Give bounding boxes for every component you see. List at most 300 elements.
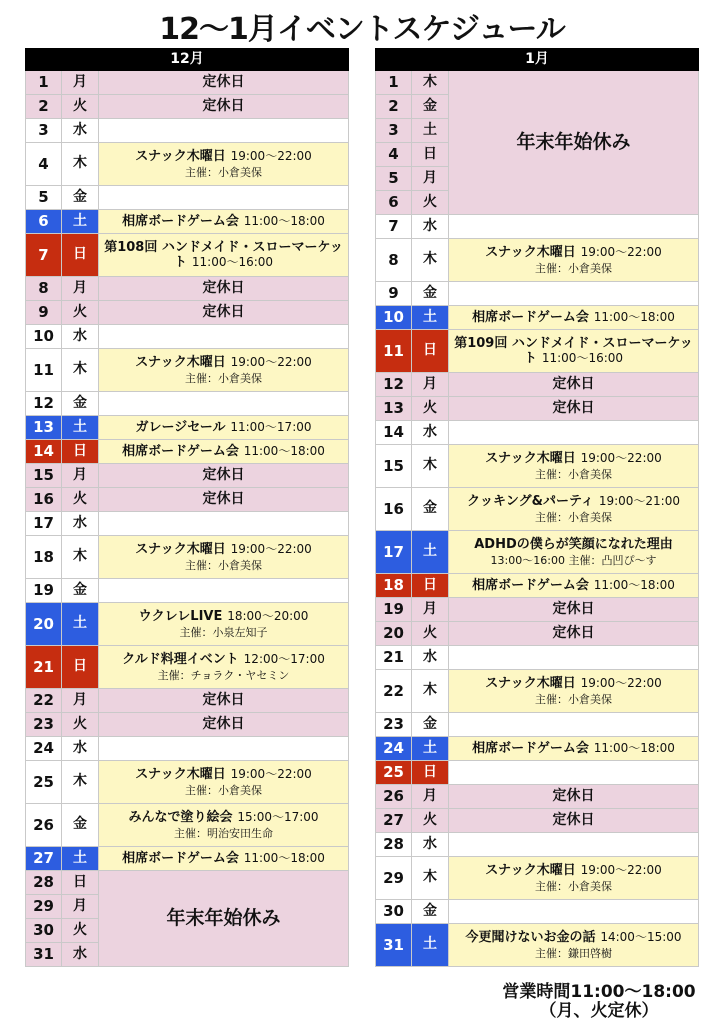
weekday-cell: 日 [412, 761, 449, 785]
event-time: 11:00〜18:00 [243, 443, 325, 458]
schedule-row [376, 373, 699, 397]
closed-day-cell [449, 809, 699, 833]
event-cell [449, 670, 699, 713]
date-cell: 25 [26, 761, 62, 804]
schedule-row [376, 924, 699, 967]
schedule-row [26, 186, 349, 210]
weekday-cell: 日 [62, 871, 99, 895]
weekday-cell: 月 [412, 373, 449, 397]
schedule-row [376, 761, 699, 785]
weekday-cell: 金 [412, 713, 449, 737]
weekday-cell: 水 [62, 737, 99, 761]
business-hours [484, 983, 714, 1021]
closed-label: 定休日 [552, 399, 595, 416]
empty-cell [449, 282, 699, 306]
date-cell: 5 [376, 167, 412, 191]
event-host: 主催：小倉美保 [185, 372, 263, 386]
date-cell: 12 [26, 392, 62, 416]
closed-day-cell [449, 785, 699, 809]
event-title: 相席ボードゲーム会 [472, 577, 589, 593]
event-title: 相席ボードゲーム会 [472, 740, 589, 756]
closed-day-cell [99, 277, 349, 301]
holiday-cell [99, 871, 349, 967]
schedule-row [376, 306, 699, 330]
event-time: 19:00〜22:00 [580, 244, 662, 259]
event-host: 主催：チョラク・ヤセミン [157, 669, 290, 683]
date-cell: 30 [26, 919, 62, 943]
weekday-cell: 月 [412, 785, 449, 809]
empty-cell [99, 119, 349, 143]
closed-day-cell [99, 95, 349, 119]
date-cell: 8 [26, 277, 62, 301]
event-title: 相席ボードゲーム会 [122, 443, 239, 459]
date-cell: 6 [376, 191, 412, 215]
closed-day-cell [99, 713, 349, 737]
event-time: 18:00〜20:00 [227, 608, 309, 623]
event-cell [449, 306, 699, 330]
weekday-cell: 木 [62, 761, 99, 804]
date-cell: 18 [376, 574, 412, 598]
december-schedule-table [25, 48, 349, 967]
event-time: 19:00〜22:00 [580, 675, 662, 690]
closed-label: 定休日 [202, 97, 245, 114]
weekday-cell: 月 [62, 464, 99, 488]
schedule-row [26, 325, 349, 349]
date-cell: 2 [376, 95, 412, 119]
event-title: クルド料理イベント [122, 651, 239, 667]
schedule-row [26, 349, 349, 392]
weekday-cell: 金 [62, 804, 99, 847]
weekday-cell: 火 [62, 919, 99, 943]
closed-label: 定休日 [552, 375, 595, 392]
closed-label: 定休日 [202, 490, 245, 507]
weekday-cell: 金 [62, 186, 99, 210]
event-title: ガレージセール [135, 419, 226, 435]
weekday-cell: 火 [412, 622, 449, 646]
weekday-cell: 月 [62, 71, 99, 95]
date-cell: 9 [26, 301, 62, 325]
event-title: ウクレレLIVE [138, 608, 223, 624]
date-cell: 20 [26, 603, 62, 646]
event-cell [449, 531, 699, 574]
date-cell: 18 [26, 536, 62, 579]
weekday-cell: 水 [62, 943, 99, 967]
event-cell [99, 416, 349, 440]
closed-label: 定休日 [202, 73, 245, 90]
weekday-cell: 木 [62, 536, 99, 579]
date-cell: 16 [26, 488, 62, 512]
schedule-row [376, 809, 699, 833]
date-cell: 29 [26, 895, 62, 919]
event-time: 14:00〜15:00 [600, 929, 682, 944]
schedule-row [26, 871, 349, 895]
event-time: 19:00〜22:00 [580, 862, 662, 877]
weekday-cell: 金 [62, 392, 99, 416]
event-cell [99, 143, 349, 186]
empty-cell [449, 761, 699, 785]
schedule-row [26, 210, 349, 234]
event-title: スナック木曜日 [135, 541, 226, 557]
event-time: 11:00〜18:00 [593, 740, 675, 755]
weekday-cell: 木 [412, 71, 449, 95]
weekday-cell: 月 [62, 277, 99, 301]
weekday-cell: 木 [62, 349, 99, 392]
event-time: 11:00〜18:00 [243, 850, 325, 865]
date-cell: 19 [26, 579, 62, 603]
date-cell: 26 [26, 804, 62, 847]
event-cell [449, 239, 699, 282]
schedule-row [26, 646, 349, 689]
holiday-cell [449, 71, 699, 215]
date-cell: 14 [26, 440, 62, 464]
weekday-cell: 火 [412, 809, 449, 833]
event-time: 19:00〜21:00 [598, 493, 680, 508]
event-title: 第108回 ハンドメイド・スローマーケット [104, 239, 343, 270]
schedule-row [376, 397, 699, 421]
weekday-cell: 火 [62, 301, 99, 325]
weekday-cell: 日 [62, 440, 99, 464]
event-title: クッキング&パーティ [467, 493, 594, 509]
event-host: 主催：小倉美保 [185, 559, 263, 573]
event-time: 19:00〜22:00 [230, 766, 312, 781]
schedule-row [376, 646, 699, 670]
event-title: 今更聞けないお金の話 [465, 929, 596, 945]
empty-cell [449, 833, 699, 857]
event-title: スナック木曜日 [135, 148, 226, 164]
date-cell: 10 [26, 325, 62, 349]
schedule-row [376, 531, 699, 574]
schedule-row [376, 488, 699, 531]
event-title: ADHDの僕らが笑顔になれた理由 [474, 536, 673, 552]
date-cell: 22 [376, 670, 412, 713]
date-cell: 13 [26, 416, 62, 440]
closed-day-cell [99, 488, 349, 512]
weekday-cell: 金 [412, 282, 449, 306]
date-cell: 22 [26, 689, 62, 713]
closed-label: 定休日 [552, 600, 595, 617]
empty-cell [449, 215, 699, 239]
event-title: スナック木曜日 [135, 354, 226, 370]
event-cell [99, 234, 349, 277]
event-host: 主催：小倉美保 [185, 166, 263, 180]
closed-label: 定休日 [552, 811, 595, 828]
weekday-cell: 水 [62, 119, 99, 143]
weekday-cell: 火 [412, 191, 449, 215]
schedule-row [26, 440, 349, 464]
holiday-label: 年末年始休み [166, 907, 281, 930]
date-cell: 30 [376, 900, 412, 924]
event-host: 主催：小倉美保 [535, 468, 612, 482]
event-title: 相席ボードゲーム会 [122, 213, 239, 229]
schedule-row [376, 445, 699, 488]
event-host: 主催：小倉美保 [185, 784, 263, 798]
event-host: 主催：小倉美保 [535, 262, 612, 276]
date-cell: 27 [26, 847, 62, 871]
event-time: 11:00〜16:00 [191, 255, 274, 269]
weekday-cell: 水 [412, 833, 449, 857]
event-host: 主催：小泉左知子 [179, 626, 268, 640]
event-title: スナック木曜日 [485, 244, 576, 260]
weekday-cell: 土 [62, 603, 99, 646]
empty-cell [99, 186, 349, 210]
schedule-row [26, 512, 349, 536]
date-cell: 28 [26, 871, 62, 895]
schedule-row [376, 574, 699, 598]
closed-label: 定休日 [552, 787, 595, 804]
date-cell: 17 [26, 512, 62, 536]
schedule-row [376, 833, 699, 857]
closed-day-cell [99, 71, 349, 95]
schedule-row [26, 713, 349, 737]
event-time: 12:00〜17:00 [243, 651, 325, 666]
closed-label: 定休日 [202, 466, 245, 483]
event-title: スナック木曜日 [485, 675, 576, 691]
schedule-row [376, 598, 699, 622]
date-cell: 16 [376, 488, 412, 531]
event-time: 19:00〜22:00 [230, 148, 312, 163]
event-time: 19:00〜22:00 [230, 354, 312, 369]
weekday-cell: 水 [412, 646, 449, 670]
event-cell [99, 603, 349, 646]
date-cell: 7 [26, 234, 62, 277]
closed-day-cell [99, 301, 349, 325]
schedule-row [26, 737, 349, 761]
date-cell: 31 [26, 943, 62, 967]
schedule-row [26, 95, 349, 119]
date-cell: 6 [26, 210, 62, 234]
weekday-cell: 土 [62, 416, 99, 440]
event-title: スナック木曜日 [485, 450, 576, 466]
event-cell [99, 761, 349, 804]
event-cell [449, 737, 699, 761]
schedule-row [376, 421, 699, 445]
weekday-cell: 木 [412, 857, 449, 900]
weekday-cell: 水 [62, 512, 99, 536]
date-cell: 15 [376, 445, 412, 488]
weekday-cell: 水 [412, 421, 449, 445]
closed-day-cell [449, 397, 699, 421]
event-cell [99, 210, 349, 234]
event-cell [99, 349, 349, 392]
date-cell: 3 [376, 119, 412, 143]
schedule-row [376, 857, 699, 900]
date-cell: 24 [26, 737, 62, 761]
date-cell: 11 [376, 330, 412, 373]
weekday-cell: 木 [412, 445, 449, 488]
event-title: 第109回 ハンドメイド・スローマーケット [454, 335, 693, 366]
schedule-row [26, 488, 349, 512]
date-cell: 4 [376, 143, 412, 167]
date-cell: 1 [376, 71, 412, 95]
weekday-cell: 日 [412, 330, 449, 373]
date-cell: 2 [26, 95, 62, 119]
closed-day-cell [449, 373, 699, 397]
event-cell [449, 574, 699, 598]
schedule-row [26, 761, 349, 804]
event-host: 13:00〜16:00 主催：凸凹ぴ〜す [490, 554, 657, 568]
weekday-cell: 木 [412, 670, 449, 713]
schedule-row [376, 900, 699, 924]
date-cell: 20 [376, 622, 412, 646]
schedule-row [26, 804, 349, 847]
schedule-row [26, 847, 349, 871]
schedule-row [26, 301, 349, 325]
date-cell: 9 [376, 282, 412, 306]
weekday-cell: 日 [62, 234, 99, 277]
event-cell [99, 536, 349, 579]
weekday-cell: 水 [62, 325, 99, 349]
holiday-label: 年末年始休み [516, 131, 631, 154]
event-time: 19:00〜22:00 [230, 541, 312, 556]
date-cell: 21 [376, 646, 412, 670]
date-cell: 11 [26, 349, 62, 392]
event-cell [99, 440, 349, 464]
date-cell: 19 [376, 598, 412, 622]
schedule-row [26, 143, 349, 186]
event-title: 相席ボードゲーム会 [472, 309, 589, 325]
empty-cell [99, 737, 349, 761]
date-cell: 3 [26, 119, 62, 143]
event-cell [449, 488, 699, 531]
event-title: みんなで塗り絵会 [128, 809, 233, 825]
schedule-row [376, 330, 699, 373]
weekday-cell: 金 [412, 488, 449, 531]
schedule-row [376, 282, 699, 306]
date-cell: 13 [376, 397, 412, 421]
event-cell [449, 445, 699, 488]
date-cell: 17 [376, 531, 412, 574]
date-cell: 23 [376, 713, 412, 737]
date-cell: 26 [376, 785, 412, 809]
weekday-cell: 火 [412, 397, 449, 421]
event-time: 11:00〜18:00 [593, 577, 675, 592]
event-time: 11:00〜16:00 [541, 351, 624, 365]
date-cell: 1 [26, 71, 62, 95]
date-cell: 12 [376, 373, 412, 397]
schedule-row [26, 689, 349, 713]
event-time: 19:00〜22:00 [580, 450, 662, 465]
empty-cell [449, 646, 699, 670]
weekday-cell: 月 [412, 167, 449, 191]
empty-cell [99, 392, 349, 416]
closed-label: 定休日 [202, 691, 245, 708]
event-host: 主催：鎌田啓樹 [535, 947, 612, 961]
date-cell: 15 [26, 464, 62, 488]
business-hours-time: 営業時間11:00〜18:00 [502, 982, 696, 1002]
schedule-row [26, 603, 349, 646]
date-cell: 31 [376, 924, 412, 967]
weekday-cell: 土 [412, 737, 449, 761]
event-cell [449, 330, 699, 373]
date-cell: 29 [376, 857, 412, 900]
weekday-cell: 土 [62, 210, 99, 234]
schedule-row [376, 71, 699, 95]
schedule-row [26, 464, 349, 488]
weekday-cell: 土 [412, 306, 449, 330]
event-time: 15:00〜17:00 [237, 809, 319, 824]
schedule-row [376, 737, 699, 761]
weekday-cell: 土 [62, 847, 99, 871]
january-schedule-table [375, 48, 699, 967]
weekday-cell: 日 [412, 574, 449, 598]
date-cell: 28 [376, 833, 412, 857]
empty-cell [99, 579, 349, 603]
weekday-cell: 金 [412, 900, 449, 924]
event-title: スナック木曜日 [135, 766, 226, 782]
date-cell: 7 [376, 215, 412, 239]
schedule-row [26, 416, 349, 440]
event-host: 主催：小倉美保 [535, 880, 612, 894]
schedule-row [376, 622, 699, 646]
schedule-row [26, 71, 349, 95]
event-cell [99, 847, 349, 871]
closed-day-cell [449, 598, 699, 622]
date-cell: 23 [26, 713, 62, 737]
date-cell: 27 [376, 809, 412, 833]
weekday-cell: 月 [62, 689, 99, 713]
weekday-cell: 日 [62, 646, 99, 689]
weekday-cell: 日 [412, 143, 449, 167]
schedule-row [26, 234, 349, 277]
date-cell: 8 [376, 239, 412, 282]
schedule-row [26, 536, 349, 579]
schedule-row [376, 785, 699, 809]
weekday-cell: 月 [412, 598, 449, 622]
date-cell: 21 [26, 646, 62, 689]
schedule-row [376, 713, 699, 737]
weekday-cell: 火 [62, 95, 99, 119]
date-cell: 14 [376, 421, 412, 445]
event-cell [99, 646, 349, 689]
event-cell [449, 857, 699, 900]
closed-day-cell [449, 622, 699, 646]
date-cell: 24 [376, 737, 412, 761]
event-title: スナック木曜日 [485, 862, 576, 878]
empty-cell [99, 512, 349, 536]
december-header: 12月 [26, 49, 349, 71]
weekday-cell: 火 [62, 488, 99, 512]
closed-day-cell [99, 464, 349, 488]
event-host: 主催：小倉美保 [535, 693, 612, 707]
weekday-cell: 土 [412, 119, 449, 143]
weekday-cell: 金 [62, 579, 99, 603]
closed-label: 定休日 [202, 303, 245, 320]
event-cell [449, 924, 699, 967]
schedule-row [26, 277, 349, 301]
event-cell [99, 804, 349, 847]
weekday-cell: 木 [412, 239, 449, 282]
event-time: 11:00〜17:00 [230, 419, 312, 434]
page-title: 12〜1月イベントスケジュール [159, 12, 565, 47]
closed-label: 定休日 [552, 624, 595, 641]
closed-label: 定休日 [202, 715, 245, 732]
weekday-cell: 水 [412, 215, 449, 239]
date-cell: 25 [376, 761, 412, 785]
closed-days-note: （月、火定休） [539, 1001, 659, 1021]
schedule-row [26, 119, 349, 143]
empty-cell [449, 713, 699, 737]
event-host: 主催：小倉美保 [535, 511, 612, 525]
weekday-cell: 金 [412, 95, 449, 119]
date-cell: 10 [376, 306, 412, 330]
weekday-cell: 木 [62, 143, 99, 186]
schedule-row [26, 392, 349, 416]
empty-cell [99, 325, 349, 349]
date-cell: 5 [26, 186, 62, 210]
date-cell: 4 [26, 143, 62, 186]
empty-cell [449, 421, 699, 445]
schedule-row [26, 579, 349, 603]
